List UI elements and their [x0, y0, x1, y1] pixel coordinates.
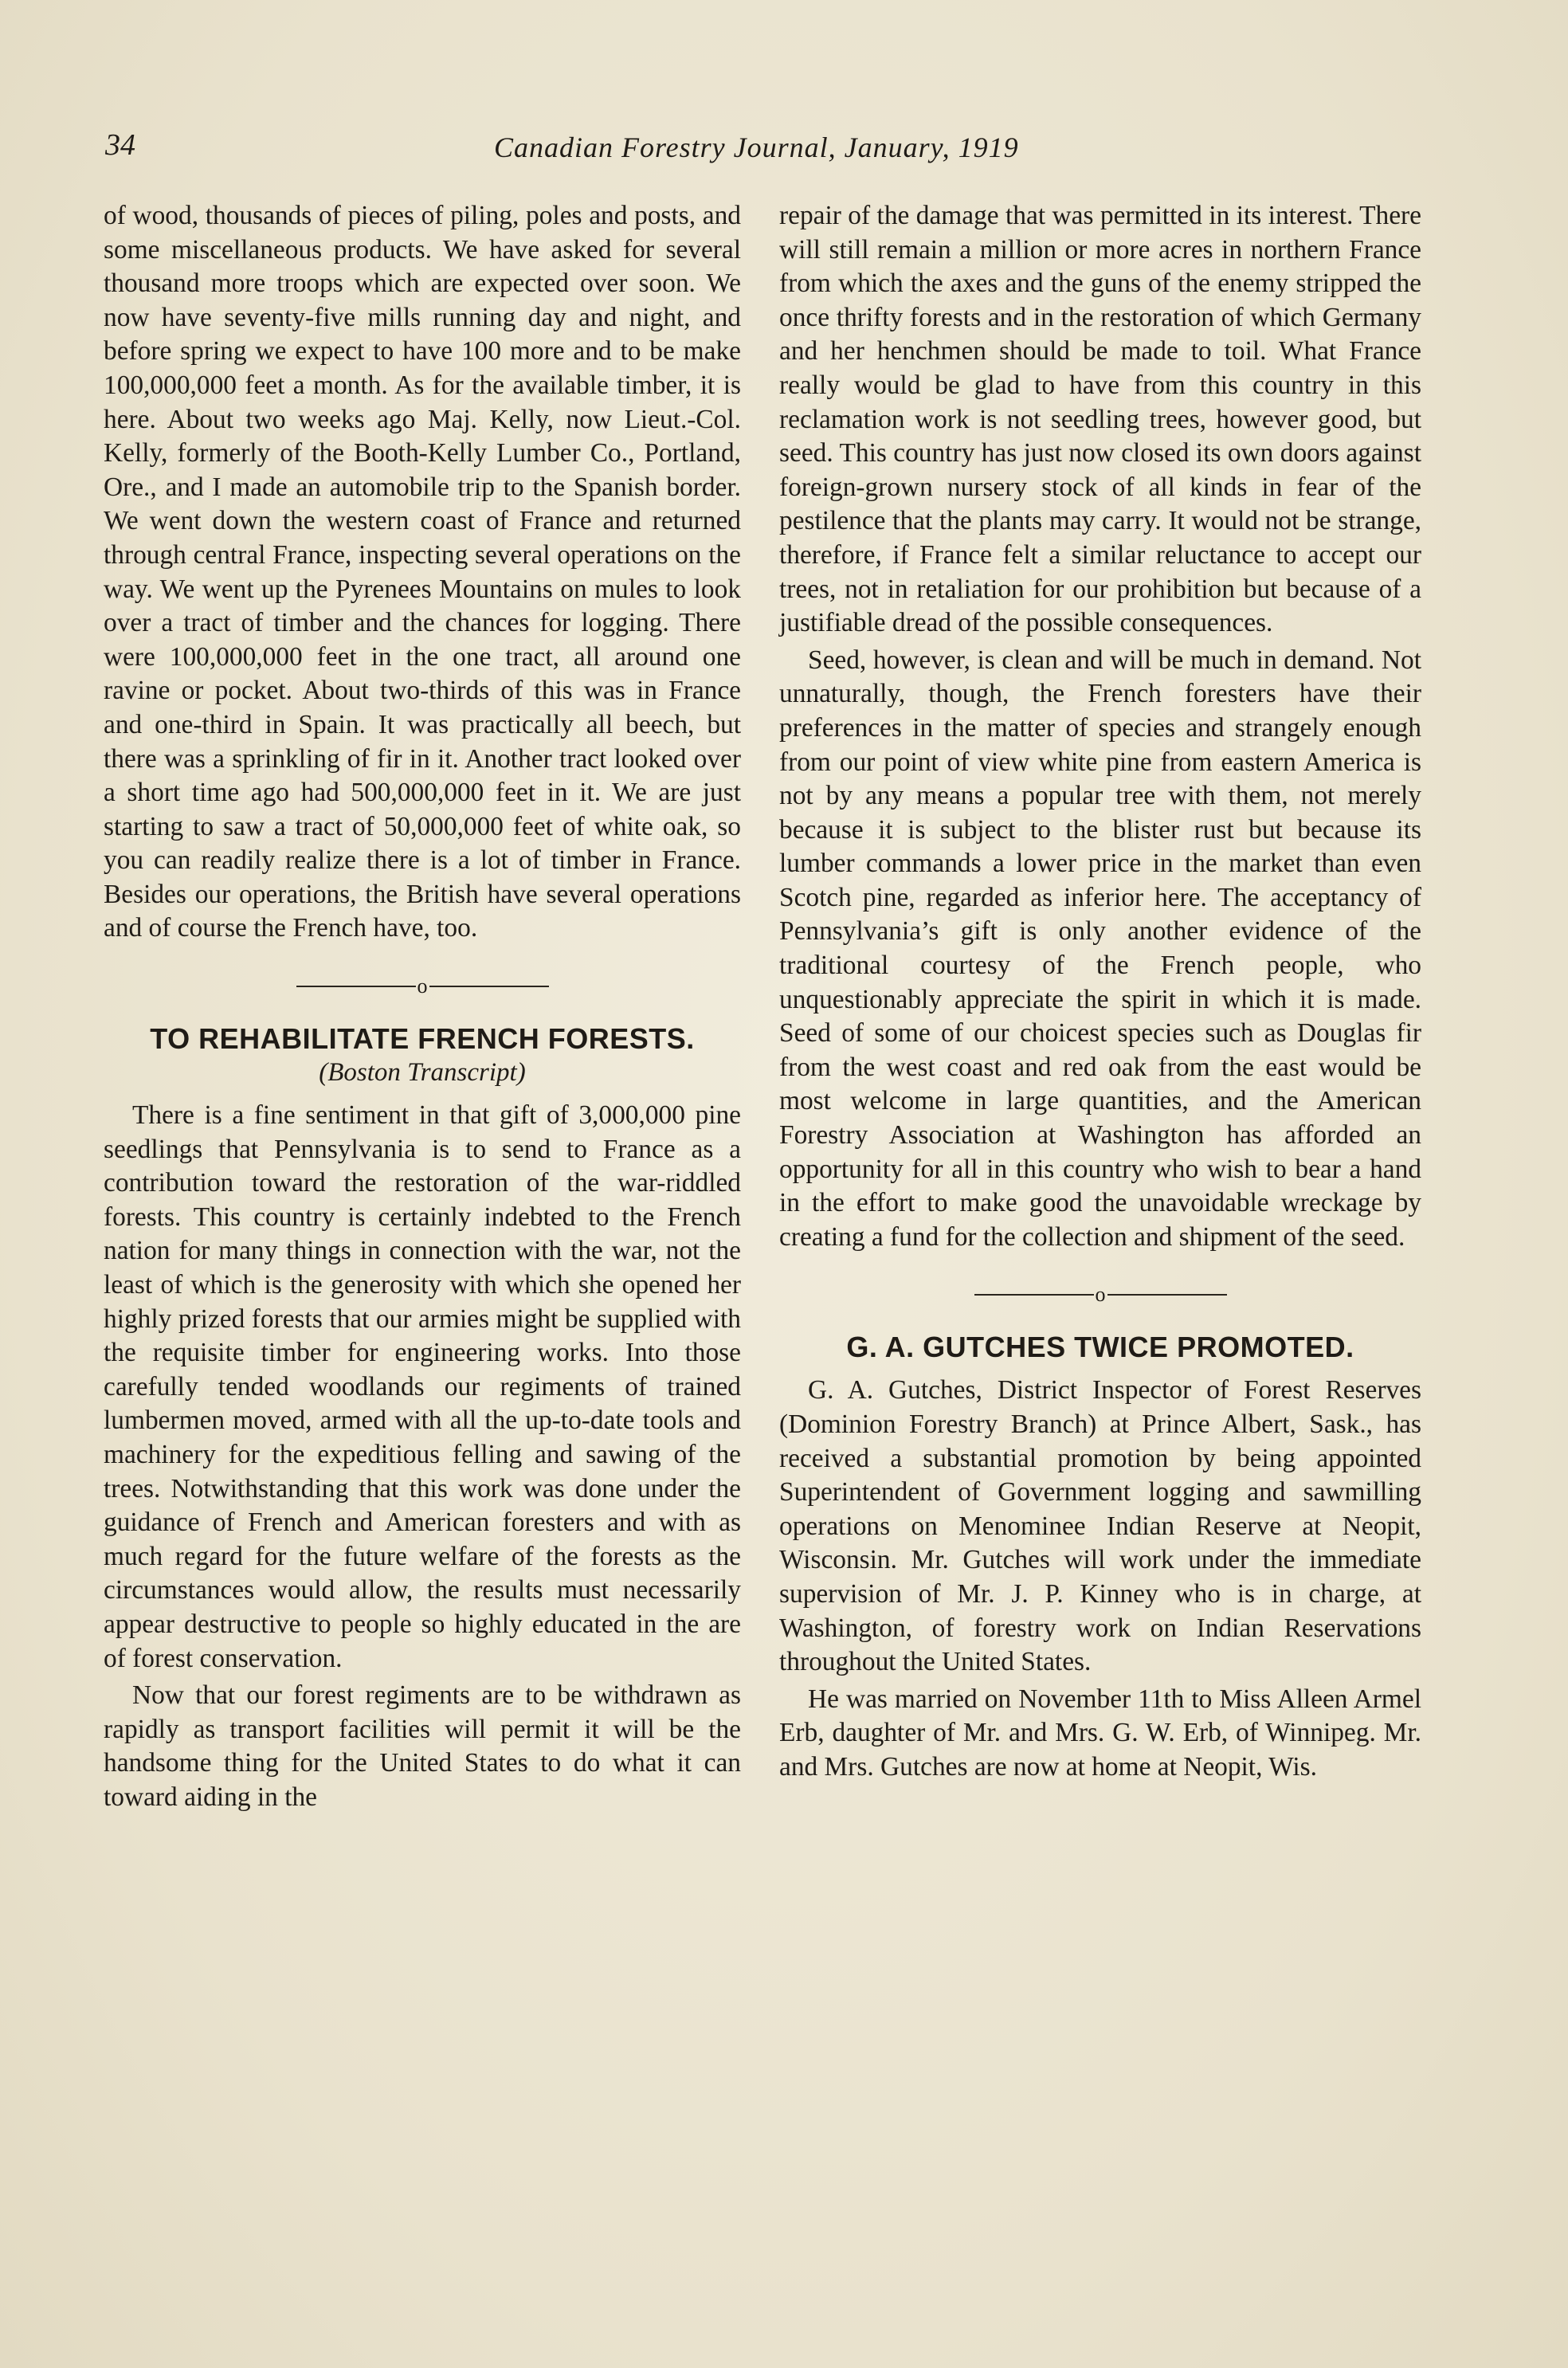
running-head: Canadian Forestry Journal, January, 1919: [494, 131, 1019, 163]
article-paragraph: G. A. Gutches, District Inspector of Forest Reserves (Dominion Forestry Branch) at Prince Albert, Sask., has received a substantial promotion by being appointed Superintendent of Government logging and sawmilling operations on Menominee Indian Reserve at Neopit, Wisconsin. Mr. Gutches will work under the immediate supervision of Mr. J. P. Kinney who is in charge, at Washington, of forestry work on Indian Reservations throughout the United States.: [779, 1375, 1421, 1677]
article-paragraph: He was married on November 11th to Miss Alleen Armel Erb, daughter of Mr. and Mrs. G. W. Erb, of Winnipeg. Mr. and Mrs. Gutches are now at home at Neopit, Wis.: [779, 1684, 1421, 1782]
article-title: G. A. GUTCHES TWICE PROMOTED.: [846, 1331, 1354, 1364]
article-paragraph: Now that our forest regiments are to be withdrawn as rapidly as transport facilities will permit it will be the handsome thing for the United States to do what it can toward aiding in the: [104, 1680, 741, 1812]
section-separator: o: [779, 1281, 1421, 1307]
article-title: TO REHABILITATE FRENCH FORESTS.: [150, 1022, 695, 1056]
right-column: [779, 199, 1421, 1785]
continuation-paragraph: of wood, thousands of pieces of piling, poles and posts, and some miscellaneous products. We have asked for several thousand more troops which are expected over soon. We now have seventy-five mills running day and night, and before spring we expect to have 100 more and to be make 100,000,000 feet a month. As for the available timber, it is here. About two weeks ago Maj. Kelly, now Lieut.-Col. Kelly, formerly of the Booth-Kelly Lumber Co., Portland, Ore., and I made an automobile trip to the Spanish border. We went down the western coast of France and returned through central France, inspecting several operations on the way. We went up the Pyrenees Mountains on mules to look over a tract of timber and the chances for logging. There were 100,000,000 feet in the one tract, all around one ravine or pocket. About two-thirds of this was in France and one-third in Spain. It was practically all beech, but there was a sprinkling of fir in it. Another tract looked over a short time ago had 500,000,000 feet in it. We are just starting to saw a tract of 50,000,000 feet of white oak, so you can readily realize there is a lot of timber in France. Besides our operations, the British have several operations and of course the French have, too.: [104, 201, 741, 943]
article-source: (Boston Transcript): [319, 1058, 526, 1088]
article-paragraph: Seed, however, is clean and will be much in demand. Not unnaturally, though, the French foresters have their preferences in the matter of species and strangely enough from our point of view white pine from eastern America is not by any means a popular tree with them, not merely because it is subject to the blister rust but because its lumber commands a lower price in the market than even Scotch pine, regarded as inferior here. The acceptancy of Pennsylvania’s gift is only another evidence of the traditional courtesy of the French people, who unquestionably appreciate the spirit in which it is made. Seed of some of our choicest species such as Douglas fir from the west coast and red oak from the east would be most welcome in large quantities, and the American Forestry Association at Washington has afforded an opportunity for all in this country who wish to bear a hand in the effort to make good the unavoidable wreckage by creating a fund for the collection and shipment of the seed.: [779, 645, 1421, 1252]
article-paragraph: There is a fine sentiment in that gift of 3,000,000 pine seedlings that Pennsylvania is to send to France as a contribution toward the restoration of the war-riddled forests. This country is certainly indebted to the French nation for many things in connection with the war, not the least of which is the generosity with which she opened her highly prized forests that our armies might be supplied with the requisite timber for engineering works. Into those carefully tended woodlands our regiments of trained lumbermen moved, armed with all the up-to-date tools and machinery for the expeditious felling and sawing of the trees. Notwithstanding that this work was done under the guidance of French and American foresters and with as much regard for the future welfare of the forests as the circumstances would allow, the results must necessarily appear destructive to people so highly educated in the are of forest conservation.: [104, 1100, 741, 1673]
page-number: 34: [105, 128, 135, 162]
article-paragraph: repair of the damage that was permitted in its interest. There will still remain a million or more acres in northern France from which the axes and the guns of the enemy stripped the once thrifty forests and in the restoration of which Germany and her henchmen should be made to toil. What France really would be glad to have from this country in this reclamation work is not seedling trees, however good, but seed. This country has just now closed its own doors against foreign-grown nursery stock of all kinds in fear of the pestilence that the plants may carry. It would not be strange, therefore, if France felt a similar reluctance to accept our trees, not in retaliation for our prohibition but because of a justifiable dread of the possible consequences.: [779, 201, 1421, 638]
section-separator: o: [104, 973, 741, 998]
left-column: [104, 199, 741, 1815]
